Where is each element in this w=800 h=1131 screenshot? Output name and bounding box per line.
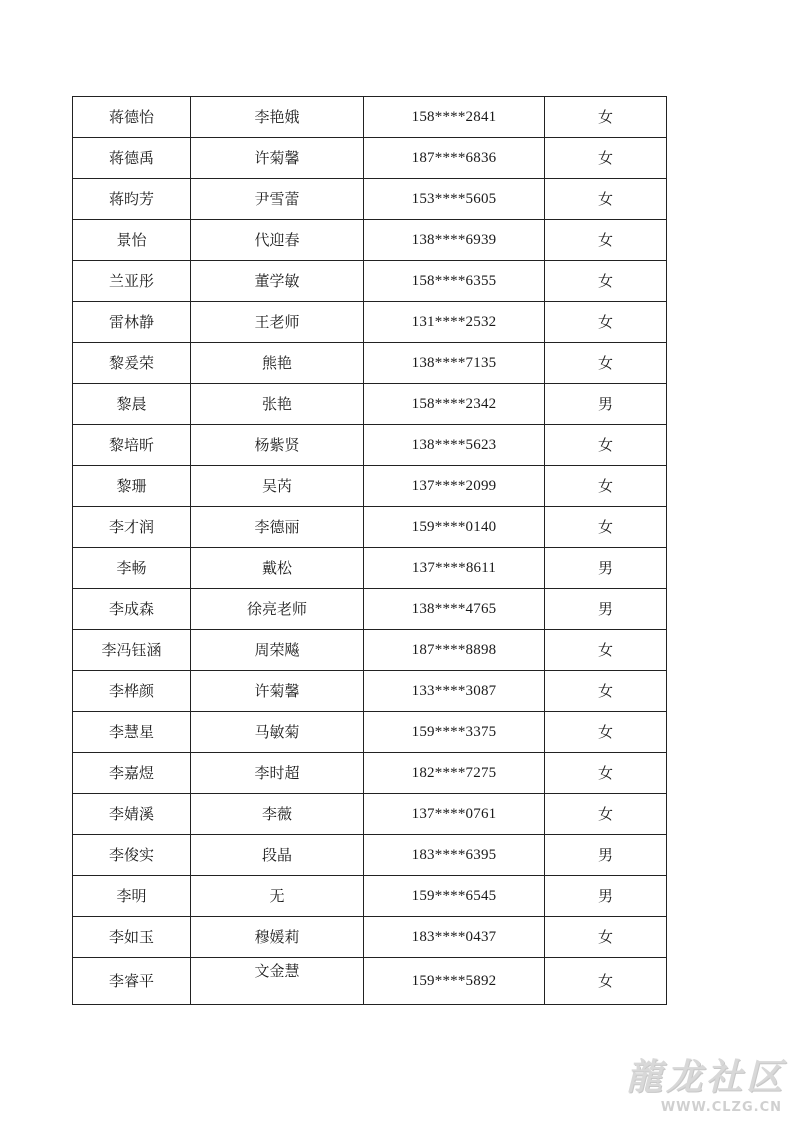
gender-cell: 女 (545, 302, 667, 343)
contact-name-cell: 杨紫贤 (191, 425, 364, 466)
roster-table-body (73, 97, 667, 1005)
gender-cell: 女 (545, 343, 667, 384)
student-name-cell: 蒋德怡 (73, 97, 191, 138)
contact-name-cell: 文金慧 (191, 958, 364, 1005)
contact-name-cell: 熊艳 (191, 343, 364, 384)
phone-number-cell: 158****6355 (364, 261, 545, 302)
contact-name-cell: 王老师 (191, 302, 364, 343)
table-row (73, 97, 667, 138)
phone-number-cell: 131****2532 (364, 302, 545, 343)
table-row (73, 917, 667, 958)
table-row (73, 343, 667, 384)
phone-number-cell: 187****6836 (364, 138, 545, 179)
contact-name-cell: 董学敏 (191, 261, 364, 302)
gender-cell: 女 (545, 917, 667, 958)
contact-name-cell: 段晶 (191, 835, 364, 876)
student-name-cell: 黎晨 (73, 384, 191, 425)
contact-name-cell: 许菊馨 (191, 671, 364, 712)
gender-cell: 女 (545, 712, 667, 753)
watermark-url: WWW.CLZG.CN (660, 1100, 782, 1115)
phone-number-cell: 137****8611 (364, 548, 545, 589)
student-name-cell: 蒋德禹 (73, 138, 191, 179)
gender-cell: 女 (545, 794, 667, 835)
phone-number-cell: 183****6395 (364, 835, 545, 876)
table-row (73, 876, 667, 917)
phone-number-cell: 159****6545 (364, 876, 545, 917)
gender-cell: 女 (545, 753, 667, 794)
table-row (73, 425, 667, 466)
student-name-cell: 黎培昕 (73, 425, 191, 466)
gender-cell: 女 (545, 507, 667, 548)
phone-number-cell: 158****2342 (364, 384, 545, 425)
phone-number-cell: 138****6939 (364, 220, 545, 261)
contact-name-cell: 穆媛莉 (191, 917, 364, 958)
contact-name-cell: 尹雪蕾 (191, 179, 364, 220)
phone-number-cell: 153****5605 (364, 179, 545, 220)
gender-cell: 男 (545, 384, 667, 425)
phone-number-cell: 137****0761 (364, 794, 545, 835)
student-name-cell: 李成森 (73, 589, 191, 630)
table-row (73, 261, 667, 302)
phone-number-cell: 159****5892 (364, 958, 545, 1005)
student-name-cell: 蒋昀芳 (73, 179, 191, 220)
student-name-cell: 兰亚彤 (73, 261, 191, 302)
table-row (73, 466, 667, 507)
student-name-cell: 李畅 (73, 548, 191, 589)
table-row (73, 712, 667, 753)
phone-number-cell: 138****5623 (364, 425, 545, 466)
contact-name-cell: 周荣飚 (191, 630, 364, 671)
contact-name-cell: 马敏菊 (191, 712, 364, 753)
gender-cell: 女 (545, 630, 667, 671)
contact-name-cell: 戴松 (191, 548, 364, 589)
student-name-cell: 黎珊 (73, 466, 191, 507)
table-row (73, 753, 667, 794)
gender-cell: 女 (545, 466, 667, 507)
table-row (73, 302, 667, 343)
contact-name-cell: 吴芮 (191, 466, 364, 507)
student-name-cell: 黎爰荣 (73, 343, 191, 384)
gender-cell: 女 (545, 138, 667, 179)
gender-cell: 女 (545, 97, 667, 138)
table-row (73, 630, 667, 671)
student-name-cell: 景怡 (73, 220, 191, 261)
contact-name-cell: 代迎春 (191, 220, 364, 261)
student-name-cell: 李如玉 (73, 917, 191, 958)
gender-cell: 女 (545, 261, 667, 302)
watermark-logo-text: 龍龙社区 (625, 1056, 786, 1098)
contact-name-cell: 张艳 (191, 384, 364, 425)
student-name-cell: 李俊实 (73, 835, 191, 876)
gender-cell: 男 (545, 835, 667, 876)
phone-number-cell: 182****7275 (364, 753, 545, 794)
student-name-cell: 李嘉煜 (73, 753, 191, 794)
student-name-cell: 李桦颜 (73, 671, 191, 712)
phone-number-cell: 138****4765 (364, 589, 545, 630)
phone-number-cell: 158****2841 (364, 97, 545, 138)
student-name-cell: 李明 (73, 876, 191, 917)
table-row (73, 589, 667, 630)
table-row (73, 138, 667, 179)
gender-cell: 男 (545, 589, 667, 630)
gender-cell: 女 (545, 671, 667, 712)
table-row (73, 179, 667, 220)
phone-number-cell: 133****3087 (364, 671, 545, 712)
table-row (73, 794, 667, 835)
student-name-cell: 李冯钰涵 (73, 630, 191, 671)
student-name-cell: 李慧星 (73, 712, 191, 753)
contact-name-cell: 许菊馨 (191, 138, 364, 179)
contact-name-cell: 无 (191, 876, 364, 917)
table-row (73, 958, 667, 1005)
gender-cell: 男 (545, 548, 667, 589)
gender-cell: 男 (545, 876, 667, 917)
phone-number-cell: 159****3375 (364, 712, 545, 753)
phone-number-cell: 137****2099 (364, 466, 545, 507)
phone-number-cell: 183****0437 (364, 917, 545, 958)
student-name-cell: 李婧溪 (73, 794, 191, 835)
table-row (73, 507, 667, 548)
gender-cell: 女 (545, 220, 667, 261)
student-name-cell: 李才润 (73, 507, 191, 548)
roster-table (72, 96, 667, 1005)
student-name-cell: 雷林静 (73, 302, 191, 343)
table-row (73, 548, 667, 589)
phone-number-cell: 159****0140 (364, 507, 545, 548)
contact-name-cell: 李时超 (191, 753, 364, 794)
contact-name-cell: 李薇 (191, 794, 364, 835)
table-row (73, 220, 667, 261)
table-row (73, 384, 667, 425)
phone-number-cell: 187****8898 (364, 630, 545, 671)
table-row (73, 671, 667, 712)
table-row (73, 835, 667, 876)
contact-name-cell: 李德丽 (191, 507, 364, 548)
contact-name-cell: 李艳娥 (191, 97, 364, 138)
gender-cell: 女 (545, 958, 667, 1005)
phone-number-cell: 138****7135 (364, 343, 545, 384)
site-watermark (616, 1049, 786, 1119)
contact-name-cell: 徐亮老师 (191, 589, 364, 630)
gender-cell: 女 (545, 179, 667, 220)
gender-cell: 女 (545, 425, 667, 466)
student-name-cell: 李睿平 (73, 958, 191, 1005)
